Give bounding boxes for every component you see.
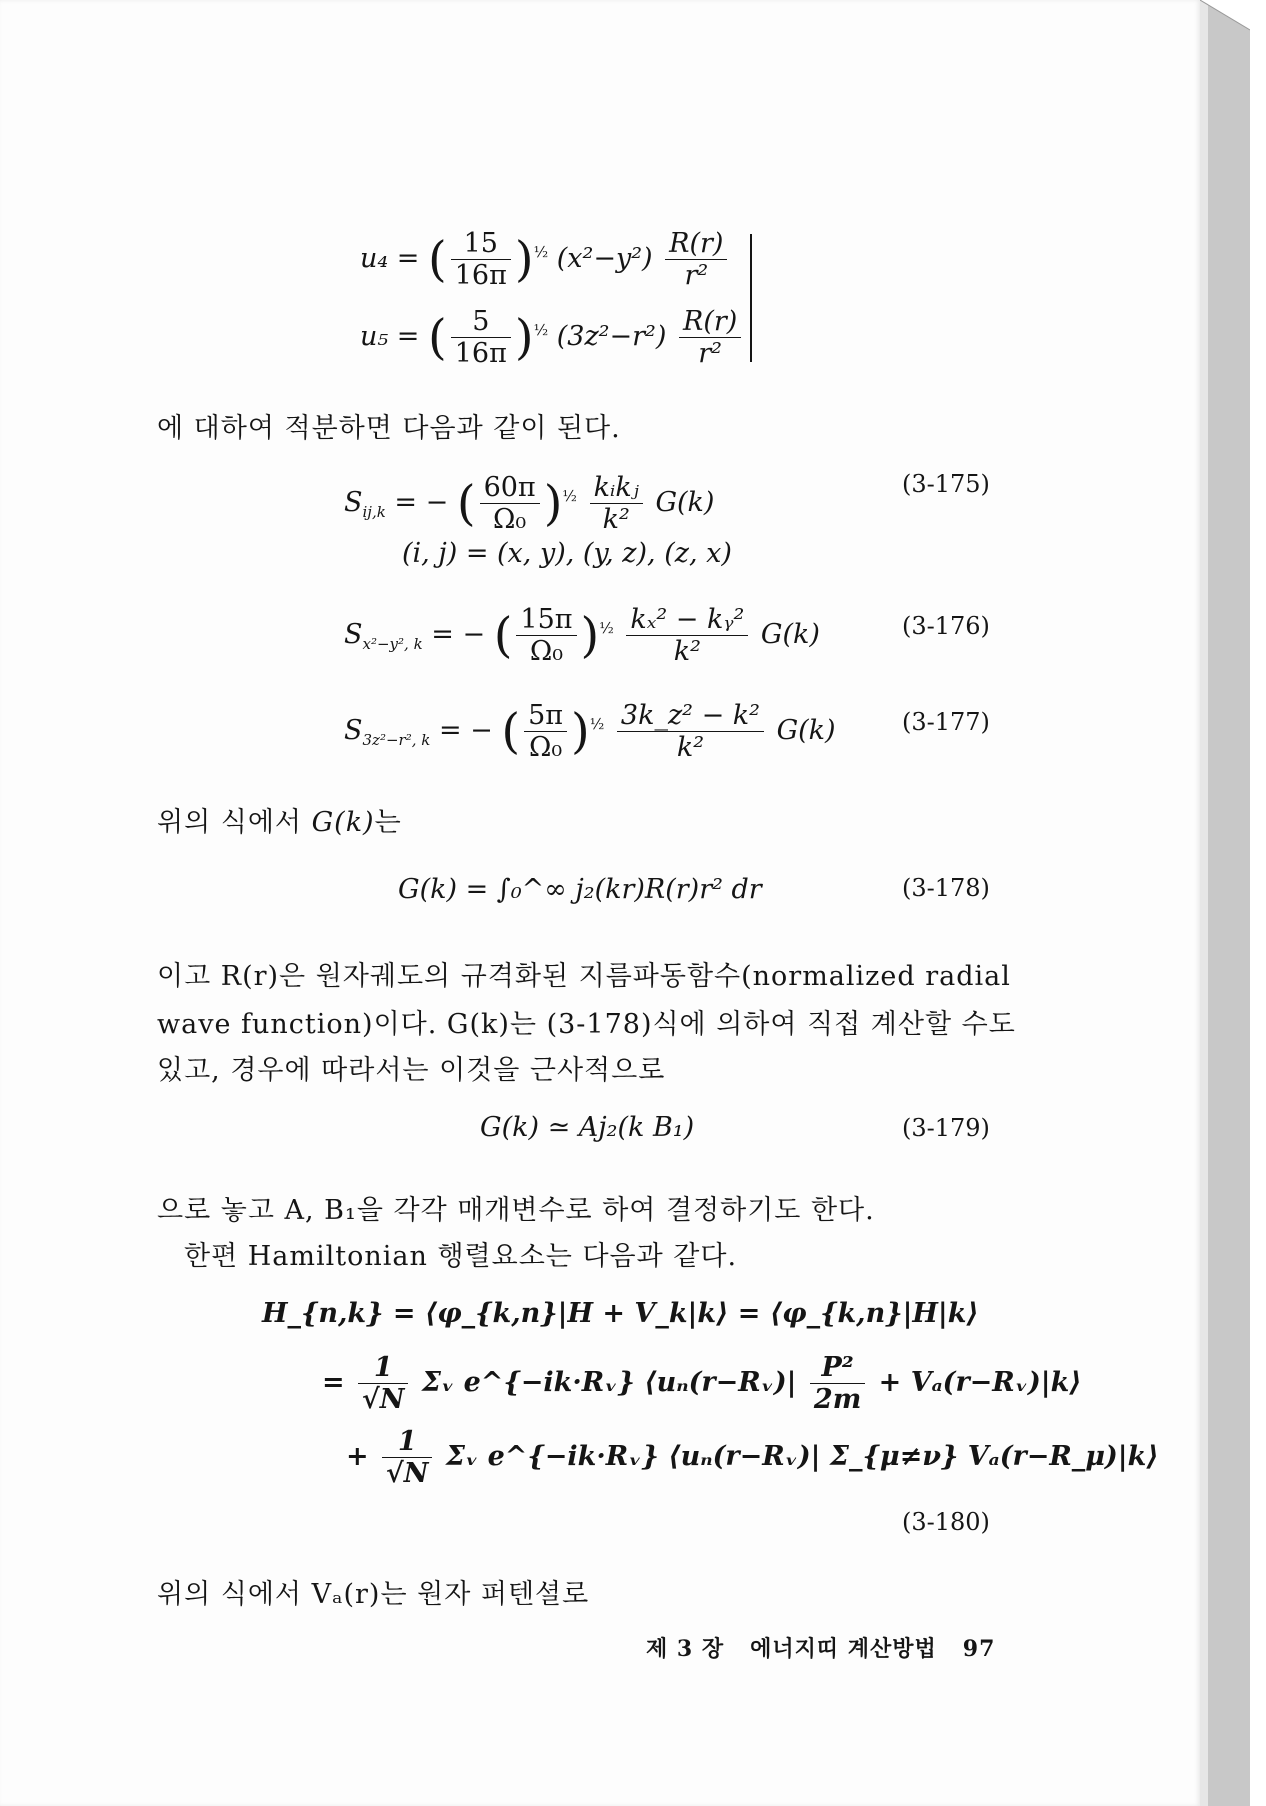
eq-u5-factor: (3z²−r²) bbox=[556, 321, 667, 352]
equation-3-178: G(k) = ∫₀^∞ j₂(kr)R(r)r² dr bbox=[398, 874, 762, 905]
footer-page-number: 97 bbox=[962, 1636, 996, 1662]
eq175-lhs: S bbox=[344, 487, 363, 518]
eq180-line3-body: Σᵥ e^{−ik·Rᵥ} ⟨uₙ(r−Rᵥ)| Σ_{μ≠ν} Vₐ(r−R_μ)|k⟩ bbox=[445, 1441, 1159, 1472]
eq176-eqsign: = − bbox=[431, 619, 486, 650]
para2-prefix: 위의 식에서 bbox=[157, 807, 302, 838]
eq176-coef-den: Ω₀ bbox=[529, 636, 564, 667]
eq176-frac-num: kₓ² − kᵧ² bbox=[626, 604, 748, 636]
eq180-line2-body: Σᵥ e^{−ik·Rᵥ} ⟨uₙ(r−Rᵥ)| bbox=[421, 1367, 797, 1398]
eq177-frac-num: 3k_z² − k² bbox=[617, 700, 764, 732]
footer-chapter: 제 3 장 bbox=[646, 1636, 725, 1662]
eq175-frac-num: kᵢkⱼ bbox=[590, 472, 643, 504]
page-edge-shadow bbox=[1200, 0, 1250, 1806]
eq-u5-rad-num: R(r) bbox=[679, 306, 741, 338]
eq176-coef-num: 15π bbox=[516, 604, 576, 636]
footer-title: 에너지띠 계산방법 bbox=[750, 1636, 937, 1662]
eq176-lhs: S bbox=[344, 619, 363, 650]
eq177-lhs-sub: 3z²−r², k bbox=[362, 731, 431, 749]
eq177-tail: G(k) bbox=[776, 715, 836, 746]
equation-3-176: $S_{x^2-y^2, k}$ = − ( $\frac{15\pi}{\text{Ω₀}}$ )$^{\frac{1}{2}}$ $\frac{\text{kₓ² − kᵧ²}}{\text{k²}}$ G(k) bbox=[344, 604, 820, 667]
eq175-lhs-sub: ij,k bbox=[362, 503, 386, 521]
paragraph-3-line-3: 있고, 경우에 따라서는 이것을 근사적으로 bbox=[157, 1055, 666, 1086]
eq180-line3-frac-num: 1 bbox=[382, 1426, 432, 1458]
eq175-coef-num: 60π bbox=[480, 472, 540, 504]
eq-u4-coef-den: 16π bbox=[454, 260, 507, 291]
equation-3-180-line-2 bbox=[322, 1352, 1082, 1415]
equation-3-177: $S_{3z^2-r^2, k}$ = − ( $\frac{5\pi}{\text{Ω₀}}$ )$^{\frac{1}{2}}$ $\frac{\text{3k\_z² − k²}}{\text{k²}}$ G(k) bbox=[344, 700, 836, 763]
eq180-line2-pre: = bbox=[322, 1367, 345, 1398]
eq-u4-exp: ½ bbox=[533, 243, 549, 261]
para2-suffix: 는 bbox=[374, 807, 402, 838]
eq-u5-coef-num: 5 bbox=[451, 306, 511, 338]
eq177-coef-num: 5π bbox=[524, 700, 567, 732]
equation-u4: u₄ = ( $\frac{15}{16\pi}$ )$^{\frac{1}{2}}$ (x²−y²) $\frac{R(r)}{\text{r²}}$ bbox=[360, 228, 731, 291]
eq180-line2-frac-den: √N bbox=[362, 1384, 405, 1415]
paragraph-4-line-2: 한편 Hamiltonian 행렬요소는 다음과 같다. bbox=[184, 1241, 738, 1272]
eq175-coef-den: Ω₀ bbox=[493, 504, 527, 535]
eq180-line3-pre: + bbox=[346, 1441, 369, 1472]
eq-u5-rad-den: r² bbox=[698, 338, 722, 369]
eq175-eqsign: = − bbox=[394, 487, 449, 518]
eq177-eqsign: = − bbox=[438, 715, 493, 746]
eq180-line2-tail: + Vₐ(r−Rᵥ)|k⟩ bbox=[878, 1367, 1082, 1398]
eq176-exp: ½ bbox=[599, 619, 614, 637]
eq180-line3-frac-den: √N bbox=[386, 1458, 429, 1489]
eq-number-3-175: (3-175) bbox=[902, 470, 990, 498]
equation-3-180-line-1: H_{n,k} = ⟨φ_{k,n}|H + V_k|k⟩ = ⟨φ_{k,n}|H|k⟩ bbox=[262, 1298, 979, 1329]
eq176-tail: G(k) bbox=[760, 619, 820, 650]
para2-math: G(k) bbox=[311, 807, 375, 838]
eq176-frac-den: k² bbox=[673, 636, 701, 667]
equation-3-180-line-3 bbox=[346, 1426, 1159, 1489]
equation-3-175: $S_{ij,k}$ = − ( $\frac{60\pi}{\text{Ω₀}}$ )$^{\frac{1}{2}}$ $\frac{\text{kᵢkⱼ}}{\text{k²}}$ G(k) bbox=[344, 472, 715, 535]
running-footer bbox=[646, 1632, 995, 1663]
eq-u5-exp: ½ bbox=[533, 321, 549, 339]
paragraph-1: 에 대하여 적분하면 다음과 같이 된다. bbox=[157, 413, 621, 444]
paragraph-3-line-1: 이고 R(r)은 원자궤도의 규격화된 지름파동함수(normalized radial bbox=[157, 961, 1011, 992]
eq180-line2-p-den: 2m bbox=[813, 1384, 862, 1415]
paragraph-4-line-1: 으로 놓고 A, B₁을 각각 매개변수로 하여 결정하기도 한다. bbox=[157, 1195, 875, 1226]
eq177-exp: ½ bbox=[589, 715, 605, 733]
eq-number-3-177: (3-177) bbox=[902, 708, 990, 736]
eq177-coef-den: Ω₀ bbox=[528, 732, 563, 763]
equation-u5: u₅ = ( $\frac{5}{16\pi}$ )$^{\frac{1}{2}}$ (3z²−r²) $\frac{R(r)}{\text{r²}}$ bbox=[360, 306, 745, 369]
eq177-lhs: S bbox=[344, 715, 363, 746]
paragraph-5: 위의 식에서 Vₐ(r)는 원자 퍼텐셜로 bbox=[157, 1579, 590, 1610]
paragraph-2 bbox=[157, 800, 402, 839]
eq-u4-lhs: u₄ = bbox=[360, 243, 420, 274]
eq-number-3-176: (3-176) bbox=[902, 612, 990, 640]
eq-u5-coef-den: 16π bbox=[454, 338, 507, 369]
equation-3-179: G(k) ≃ Aj₂(k B₁) bbox=[480, 1112, 695, 1143]
bracket-bar bbox=[750, 234, 752, 362]
eq-number-3-180: (3-180) bbox=[902, 1508, 990, 1536]
eq-u4-coef-num: 15 bbox=[451, 228, 511, 260]
eq177-frac-den: k² bbox=[676, 732, 705, 763]
eq-number-3-179: (3-179) bbox=[902, 1114, 990, 1142]
eq-u5-lhs: u₅ = bbox=[360, 321, 420, 352]
eq176-lhs-sub: x²−y², k bbox=[362, 635, 423, 653]
equation-3-175-line2: (i, j) = (x, y), (y, z), (z, x) bbox=[402, 538, 732, 569]
eq175-exp: ½ bbox=[562, 487, 577, 505]
eq180-line2-frac-num: 1 bbox=[358, 1352, 408, 1384]
eq180-line2-p-num: P² bbox=[810, 1352, 865, 1384]
paragraph-3-line-2: wave function)이다. G(k)는 (3-178)식에 의하여 직접 계산할 수도 bbox=[157, 1009, 1016, 1040]
eq-u4-factor: (x²−y²) bbox=[556, 243, 653, 274]
eq175-frac-den: k² bbox=[602, 504, 630, 535]
eq-u4-rad-num: R(r) bbox=[665, 228, 727, 260]
eq-u4-rad-den: r² bbox=[684, 260, 709, 291]
eq-number-3-178: (3-178) bbox=[902, 874, 990, 902]
eq175-tail: G(k) bbox=[655, 487, 715, 518]
